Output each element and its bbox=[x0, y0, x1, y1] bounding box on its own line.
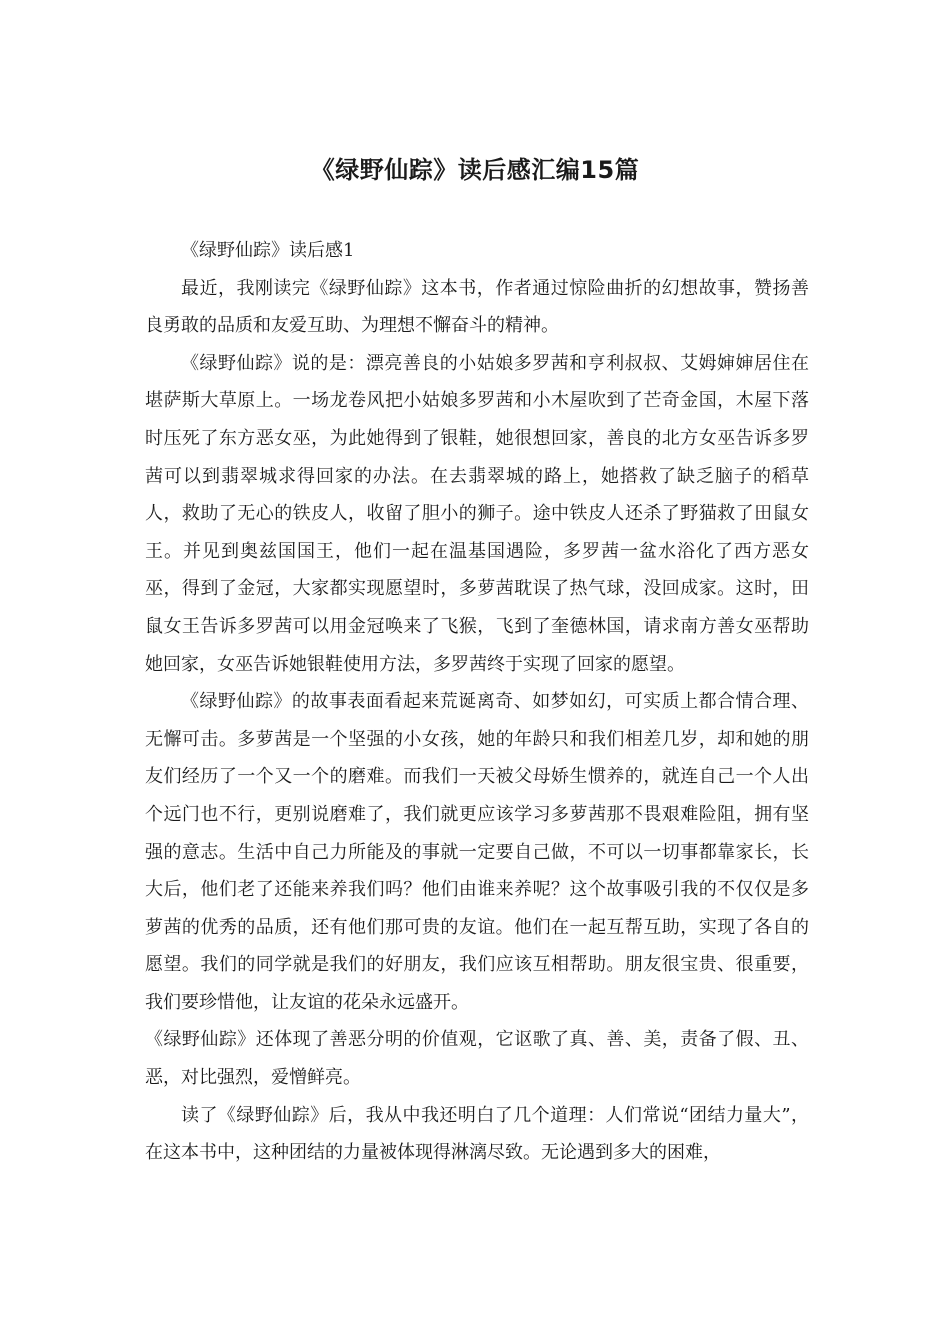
paragraph-values: 《绿野仙踪》还体现了善恶分明的价值观，它讴歌了真、善、美，责备了假、丑、恶，对比强烈，爱憎鲜亮。 bbox=[145, 1029, 809, 1089]
document-body bbox=[145, 232, 809, 1172]
paragraph-reflection: 《绿野仙踪》的故事表面看起来荒诞离奇、如梦如幻，可实质上都合情合理、无懈可击。多萝茜是一个坚强的小女孩，她的年龄只和我们相差几岁，却和她的朋友们经历了一个又一个的磨难。而我们一天被父母娇生惯养的，就连自己一个人出个远门也不行，更别说磨难了，我们就更应该学习多萝茜那不畏艰难险阻，拥有坚强的意志。生活中自己力所能及的事就一定要自己做，不可以一切事都靠家长，长大后，他们老了还能来养我们吗？他们由谁来养呢？这个故事吸引我的不仅仅是多萝茜的优秀的品质，还有他们那可贵的友谊。他们在一起互帮互助，实现了各自的愿望。我们的同学就是我们的好朋友，我们应该互相帮助。朋友很宝贵、很重要，我们要珍惜他，让友谊的花朵永远盛开。 bbox=[145, 691, 809, 1013]
document-title: 《绿野仙踪》读后感汇编15篇 bbox=[310, 156, 640, 184]
section-heading: 《绿野仙踪》读后感1 bbox=[181, 240, 355, 261]
paragraph-intro: 最近，我刚读完《绿野仙踪》这本书，作者通过惊险曲折的幻想故事，赞扬善良勇敢的品质和友爱互助、为理想不懈奋斗的精神。 bbox=[145, 277, 809, 337]
paragraph-summary: 《绿野仙踪》说的是：漂亮善良的小姑娘多罗茜和亨利叔叔、艾姆婶婶居住在堪萨斯大草原上。一场龙卷风把小姑娘多罗茜和小木屋吹到了芒奇金国，木屋下落时压死了东方恶女巫，为此她得到了银鞋，她很想回家，善良的北方女巫告诉多罗茜可以到翡翠城求得回家的办法。在去翡翠城的路上，她搭救了缺乏脑子的稻草人，救助了无心的铁皮人，收留了胆小的狮子。途中铁皮人还杀了野猫救了田鼠女王。并见到奥兹国国王，他们一起在温基国遇险，多罗茜一盆水浴化了西方恶女巫，得到了金冠，大家都实现愿望时，多萝茜耽误了热气球，没回成家。这时，田鼠女王告诉多罗茜可以用金冠唤来了飞猴，飞到了奎德林国，请求南方善女巫帮助她回家，女巫告诉她银鞋使用方法，多罗茜终于实现了回家的愿望。 bbox=[145, 352, 809, 675]
paragraph-lessons: 读了《绿野仙踪》后，我从中我还明白了几个道理：人们常说“团结力量大”，在这本书中，这种团结的力量被体现得淋漓尽致。无论遇到多大的困难， bbox=[145, 1104, 809, 1164]
